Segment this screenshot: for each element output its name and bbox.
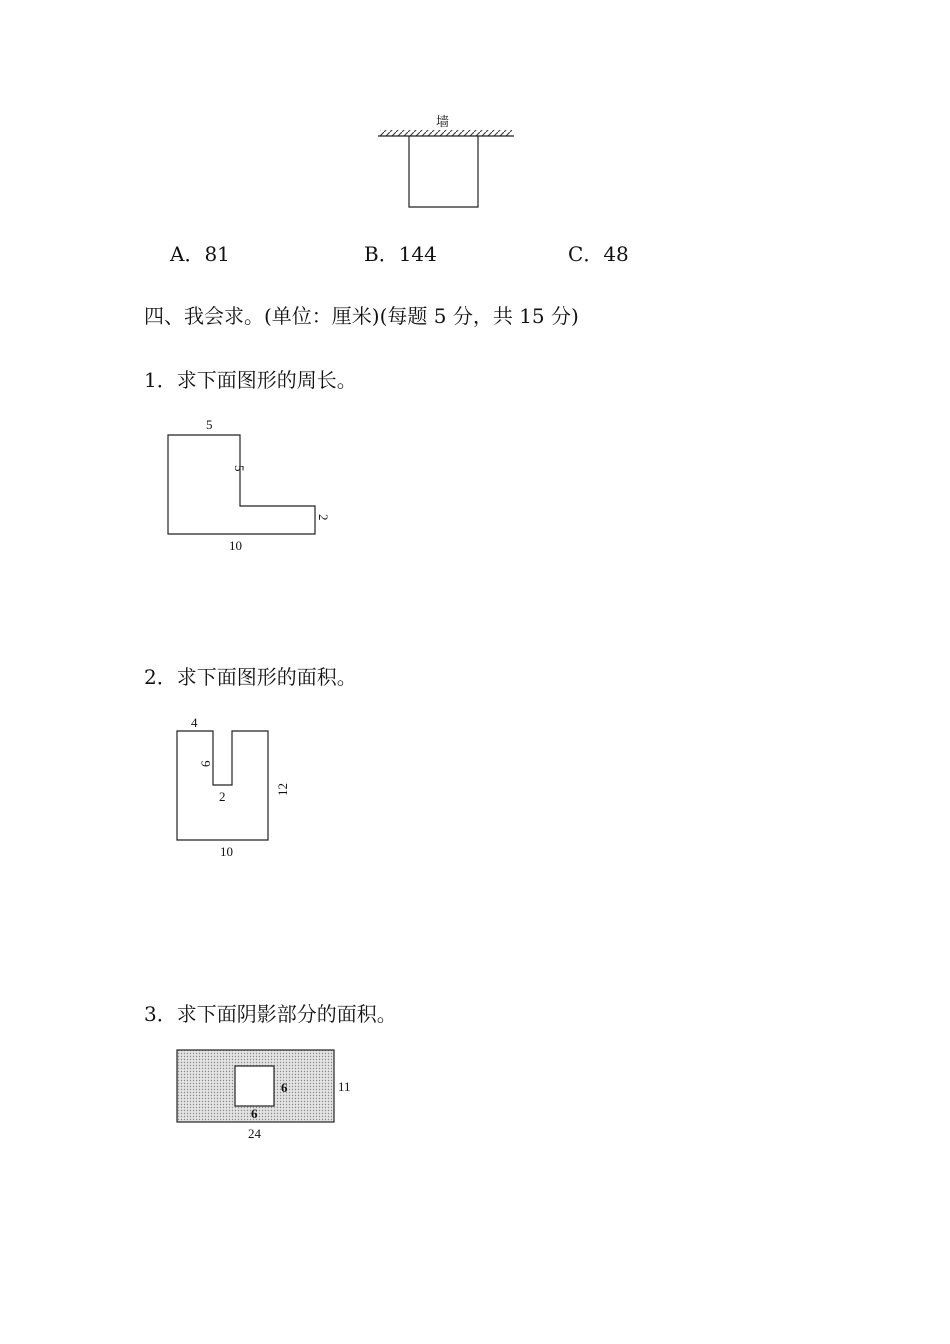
question-number: 1．	[144, 368, 177, 392]
inner-square	[235, 1066, 274, 1106]
option-a	[170, 242, 230, 266]
option-value: 48	[603, 242, 629, 266]
q2-label-bottom: 10	[220, 844, 233, 859]
question-number: 2．	[144, 665, 177, 689]
q3-shaded-diagram	[0, 1040, 950, 1190]
q1-label-right-small: 2	[316, 514, 331, 521]
wall-diagram	[0, 0, 950, 220]
wall-label: 墙	[436, 114, 450, 129]
question-3	[144, 1002, 397, 1026]
q2-label-inner-bottom: 2	[219, 789, 226, 804]
q3-label-inner-right: 6	[281, 1080, 288, 1095]
q2-label-right: 12	[275, 783, 290, 796]
option-sep: ．	[378, 242, 399, 266]
q1-label-right-vertical: 5	[232, 465, 247, 472]
question-2	[144, 665, 357, 689]
option-c	[568, 242, 629, 266]
question-1	[144, 368, 357, 392]
question-text: 求下面阴影部分的面积。	[176, 1002, 397, 1026]
option-letter: B	[364, 242, 379, 266]
q1-label-top: 5	[206, 417, 213, 432]
q2-u-shape-diagram	[0, 700, 950, 900]
q1-l-shape-diagram	[0, 400, 950, 600]
q3-label-outer-bottom: 24	[248, 1126, 261, 1141]
option-sep: ．	[583, 242, 604, 266]
option-b	[364, 242, 437, 266]
section-heading: 四、我会求。(单位：厘米)(每题 5 分，共 15 分)	[144, 304, 579, 328]
fence-rectangle	[409, 136, 478, 207]
l-shape	[168, 435, 315, 534]
wall-hatching	[380, 130, 512, 136]
option-sep: ．	[184, 242, 205, 266]
option-value: 81	[204, 242, 230, 266]
question-text: 求下面图形的面积。	[176, 665, 357, 689]
option-value: 144	[398, 242, 437, 266]
q2-label-top: 4	[191, 715, 198, 730]
q3-label-outer-right: 11	[338, 1079, 351, 1094]
q2-label-inner-vertical: 6	[198, 760, 213, 767]
option-letter: A	[170, 242, 185, 266]
u-shape	[177, 731, 268, 840]
q3-label-inner-bottom: 6	[251, 1106, 258, 1121]
option-letter: C	[568, 242, 584, 266]
question-number: 3．	[144, 1002, 177, 1026]
question-text: 求下面图形的周长。	[176, 368, 357, 392]
q1-label-bottom: 10	[229, 538, 242, 553]
